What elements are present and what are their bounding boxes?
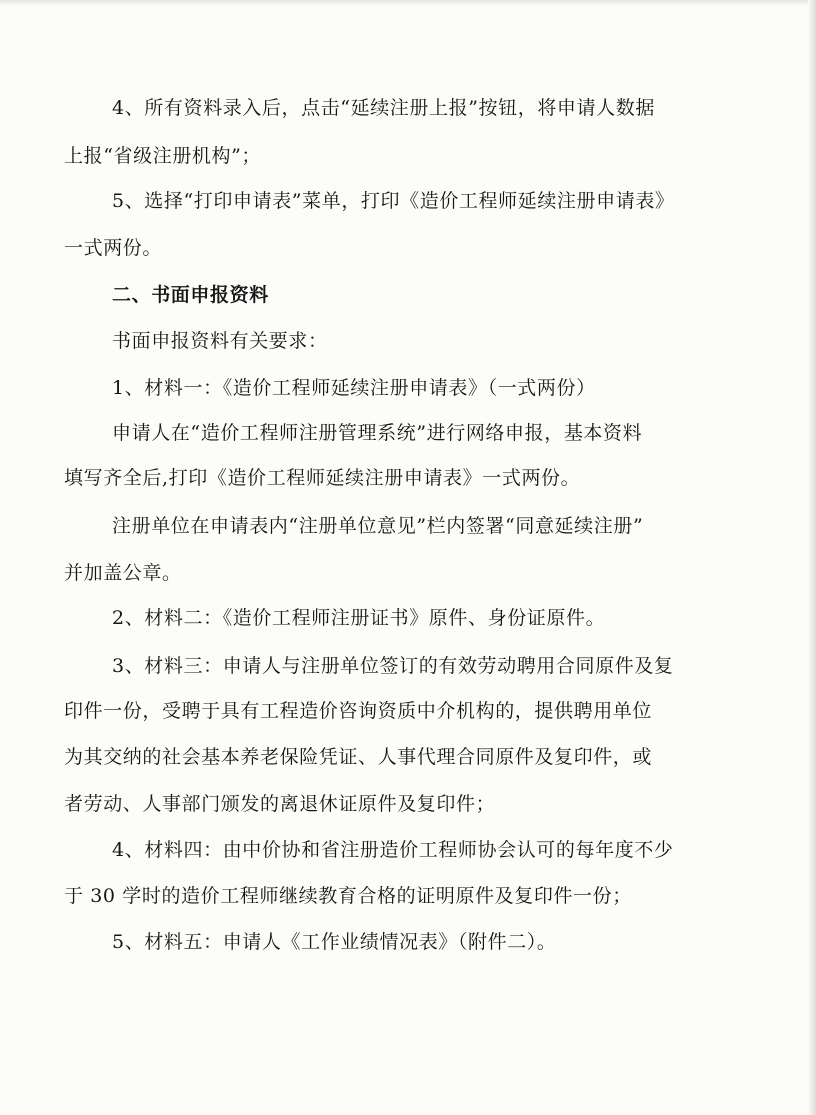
paragraph-line: 书面申报资料有关要求：	[112, 330, 328, 352]
paragraph-line: 印件一份，受聘于具有工程造价咨询资质中介机构的，提供聘用单位	[64, 700, 653, 722]
paragraph-line: 4、所有资料录入后，点击“延续注册上报”按钮，将申请人数据	[112, 97, 655, 119]
paragraph-line: 填写齐全后,打印《造价工程师延续注册申请表》一式两份。	[64, 467, 581, 489]
paragraph-line: 为其交纳的社会基本养老保险凭证、人事代理合同原件及复印件，或	[64, 746, 653, 768]
paragraph-line: 2、材料二：《造价工程师注册证书》原件、身份证原件。	[112, 607, 606, 629]
paragraph-line: 5、选择“打印申请表”菜单，打印《造价工程师延续注册申请表》	[112, 190, 675, 212]
paragraph-line: 3、材料三：申请人与注册单位签订的有效劳动聘用合同原件及复	[112, 655, 674, 677]
paragraph-line: 注册单位在申请表内“注册单位意见”栏内签署“同意延续注册”	[112, 515, 644, 537]
paragraph-line: 者劳动、人事部门颁发的离退休证原件及复印件；	[64, 793, 496, 815]
scan-edge-top	[0, 0, 816, 6]
paragraph-line: 申请人在“造价工程师注册管理系统”进行网络申报，基本资料	[112, 422, 643, 444]
paragraph-line: 并加盖公章。	[64, 562, 182, 584]
paragraph-line: 5、材料五：申请人《工作业绩情况表》（附件二）。	[112, 931, 557, 953]
paragraph-line: 4、材料四：由中价协和省注册造价工程师协会认可的每年度不少	[112, 839, 674, 861]
section-heading: 二、书面申报资料	[112, 284, 269, 306]
paragraph-line: 一式两份。	[64, 237, 163, 259]
paragraph-line: 1、材料一：《造价工程师延续注册申请表》（一式两份）	[112, 377, 596, 399]
scan-edge-right	[808, 0, 816, 1115]
paragraph-line: 上报“省级注册机构”；	[64, 145, 262, 167]
paragraph-line: 于 30 学时的造价工程师继续教育合格的证明原件及复印件一份；	[64, 885, 632, 907]
